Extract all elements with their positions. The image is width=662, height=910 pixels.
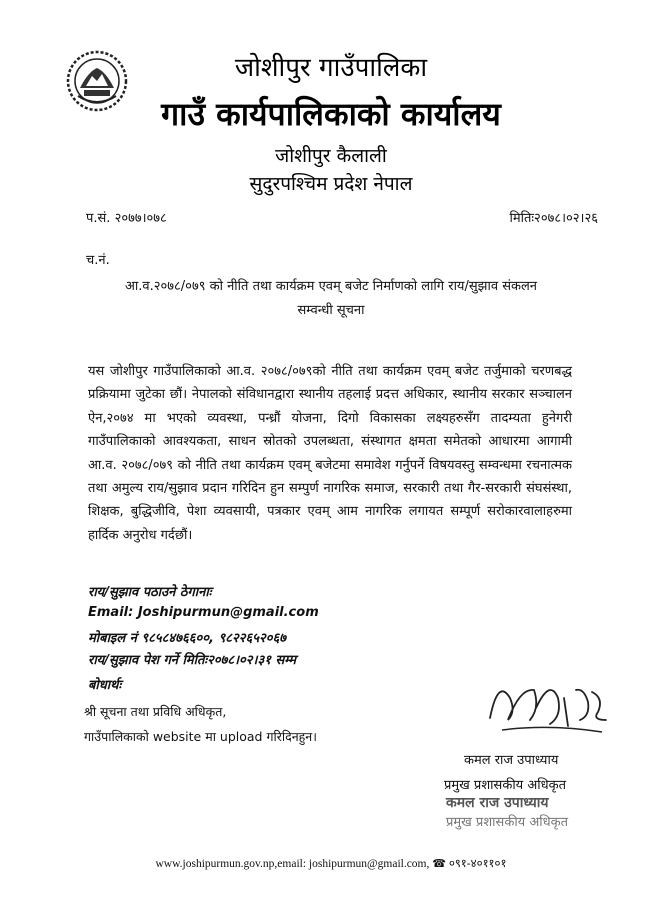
contact-heading: राय/सुझाव पठाउने ठेगानाः bbox=[88, 585, 212, 600]
office-province: सुदुरपश्चिम प्रदेश नेपाल bbox=[249, 173, 413, 195]
footer-contact bbox=[0, 856, 662, 871]
subject-line-2: सम्वन्धी सूचना bbox=[297, 303, 365, 318]
office-title: गाउँ कार्यपालिकाको कार्यालय bbox=[161, 95, 501, 133]
footer-phone: ०९१-४०११०१ bbox=[448, 858, 507, 870]
stamp-title: प्रमुख प्रशासकीय अधिकृत bbox=[446, 815, 569, 830]
cc-instruction: गाउँपालिकाको website मा upload गरिदिनहुन। bbox=[84, 729, 317, 744]
signer-title: प्रमुख प्रशासकीय अधिकृत bbox=[444, 778, 567, 793]
subject-line-1: आ.व.२०७८/०७९ को नीति तथा कार्यक्रम एवम् बजेट निर्माणको लागि राय/सुझाव संकलन bbox=[124, 279, 537, 294]
contact-email: Email: Joshipurmun@gmail.com bbox=[88, 605, 319, 620]
stamp-name: कमल राज उपाध्याय bbox=[446, 795, 549, 811]
notice-body: यस जोशीपुर गाउँपालिकाको आ.व. २०७८/०७९को नीति तथा कार्यक्रम एवम् बजेट तर्जुमाको चरणबद्ध प्रक्रियामा जुटेका छौं। नेपालको संविधानद्वारा स्थानीय तहलाई प्रदत्त अधिकार, स्थानीय सरकार सञ्चालन ऐन,२०७४ मा भएको व्यवस्था, पन्ध्रौं योजना, दिगो विकासका लक्ष्यहरुसँग तादम्यता हुनेगरी गाउँपालिकाको आवश्यकता, साधन स्रोतको उपलब्धता, संस्थागत क्षमता समेतको आधारमा आगामी आ.व. २०७८/०७९ को नीति तथा कार्यक्रम एवम् बजेटमा समावेश गर्नुपर्ने विषयवस्तु सम्वन्धमा रचनात्मक तथा अमुल्य राय/सुझाव प्रदान गरिदिन हुन सम्पुर्ण नागरिक समाज, सरकारी तथा गैर-सरकारी संघसंस्था, शिक्षक, बुद्धिजीवि, पेशा व्यवसायी, पत्रकार एवम् आम नागरिक लगायत सम्पूर्ण सरोकारवालाहरुमा हार्दिक अनुरोध गर्दछौं। bbox=[88, 364, 572, 543]
footer-web-email: www.joshipurmun.gov.np,email: joshipurmun@gmail.com, bbox=[155, 858, 430, 870]
signer-name: कमल राज उपाध्याय bbox=[464, 753, 559, 768]
contact-mobile: मोबाइल नं ९८५८४७६६००, ९८२२६५२०६७ bbox=[88, 631, 287, 646]
dispatch-number: च.नं. bbox=[86, 253, 110, 268]
letter-number: प.सं. २०७७।०७८ bbox=[86, 211, 167, 226]
cc-heading: बोधार्थः bbox=[88, 678, 122, 693]
office-name: जोशीपुर गाउँपालिका bbox=[234, 53, 428, 83]
handwritten-signature bbox=[480, 668, 620, 743]
submission-deadline: राय/सुझाव पेश गर्ने मितिः२०७८।०२।३१ सम्म bbox=[88, 653, 296, 668]
cc-recipient: श्री सूचना तथा प्रविधि अधिकृत, bbox=[84, 704, 227, 719]
phone-icon: ☎ bbox=[432, 858, 446, 870]
official-stamp bbox=[446, 794, 606, 836]
letter-date: मितिः२०७८।०२।२६ bbox=[509, 211, 598, 226]
office-location: जोशीपुर कैलाली bbox=[275, 145, 387, 167]
